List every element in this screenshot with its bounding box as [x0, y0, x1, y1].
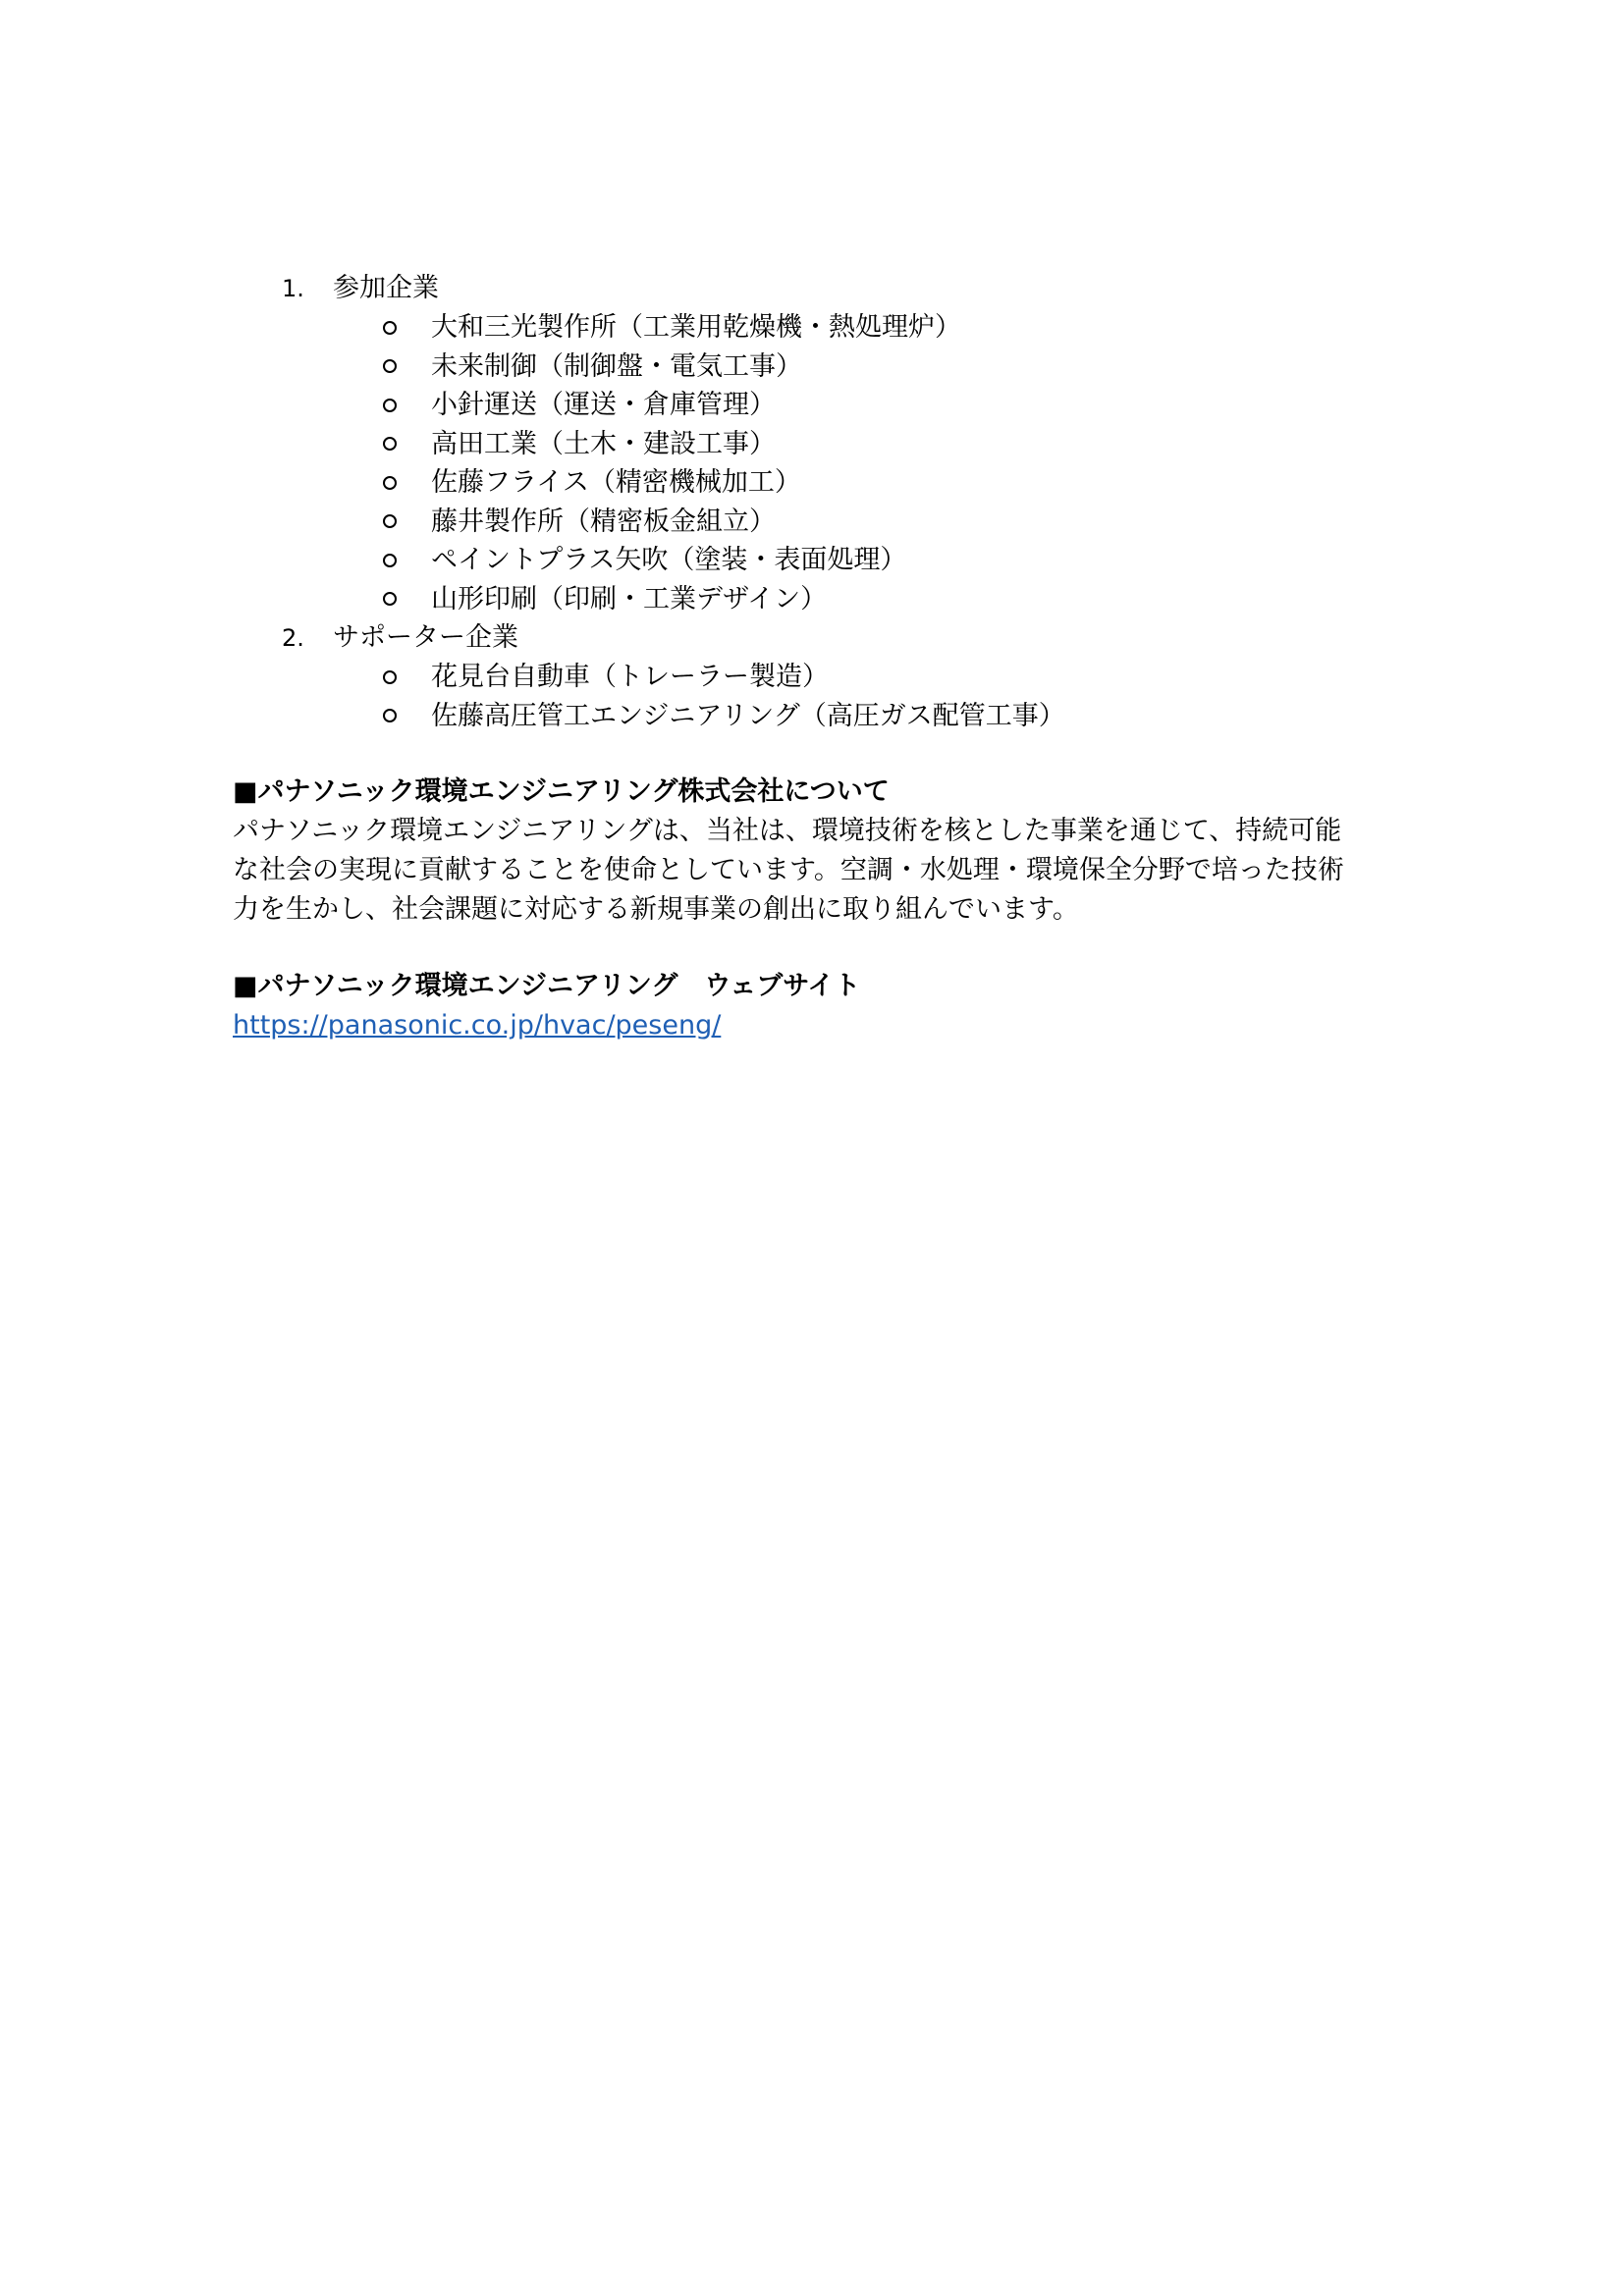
company-name: 山形印刷（印刷・工業デザイン） — [431, 583, 828, 614]
paragraph-line: 力を生かし、社会課題に対応する新規事業の創出に取り組んでいます。 — [233, 894, 1079, 925]
about-heading: ■パナソニック環境エンジニアリング株式会社について — [233, 776, 890, 807]
company-name: 小針運送（運送・倉庫管理） — [431, 390, 776, 420]
document-content — [233, 269, 1411, 1045]
list-item — [233, 386, 1411, 425]
company-name: 高田工業（土木・建設工事） — [431, 428, 776, 459]
list-item — [233, 308, 1411, 347]
list-item — [233, 658, 1411, 697]
list-item — [233, 697, 1411, 736]
company-name: 佐藤フライス（精密機械加工） — [431, 467, 801, 498]
list-label: 参加企業 — [333, 273, 439, 303]
circle-bullet-icon — [383, 437, 397, 451]
list-item — [233, 503, 1411, 542]
list-item-participating — [233, 269, 1411, 618]
list-number: 2. — [282, 624, 304, 652]
list-item — [233, 425, 1411, 464]
company-name: 藤井製作所（精密板金組立） — [431, 506, 776, 537]
circle-bullet-icon — [383, 709, 397, 722]
list-number: 1. — [282, 275, 304, 302]
participating-companies — [233, 308, 1411, 618]
circle-bullet-icon — [383, 321, 397, 335]
company-list — [233, 269, 1411, 735]
list-label: サポーター企業 — [333, 622, 518, 653]
about-paragraph — [233, 812, 1401, 930]
list-item — [233, 347, 1411, 387]
company-name: ペイントプラス矢吹（塗装・表面処理） — [431, 545, 907, 575]
circle-bullet-icon — [383, 359, 397, 373]
spacer — [233, 735, 1411, 773]
list-item — [233, 580, 1411, 619]
website-heading: ■パナソニック環境エンジニアリング ウェブサイト — [233, 971, 861, 1001]
paragraph-line: な社会の実現に貢献することを使命としています。空調・水処理・環境保全分野で培った技術 — [233, 855, 1344, 885]
circle-bullet-icon — [383, 554, 397, 567]
website-section — [233, 967, 1411, 1045]
company-name: 花見台自動車（トレーラー製造） — [431, 662, 829, 692]
list-item-heading — [233, 269, 1411, 308]
company-name: 佐藤高圧管工エンジニアリング（高圧ガス配管工事） — [431, 700, 1065, 731]
list-item — [233, 463, 1411, 503]
about-section — [233, 773, 1411, 930]
supporter-companies — [233, 658, 1411, 735]
company-name: 大和三光製作所（工業用乾燥機・熱処理炉） — [431, 312, 961, 343]
list-item-supporter — [233, 618, 1411, 735]
company-name: 未来制御（制御盤・電気工事） — [431, 350, 802, 382]
circle-bullet-icon — [383, 514, 397, 528]
circle-bullet-icon — [383, 592, 397, 606]
website-link[interactable]: https://panasonic.co.jp/hvac/peseng/ — [233, 1010, 722, 1041]
paragraph-line: パナソニック環境エンジニアリングは、当社は、環境技術を核とした事業を通じて、持続可能 — [233, 816, 1342, 846]
circle-bullet-icon — [383, 670, 397, 684]
circle-bullet-icon — [383, 476, 397, 490]
spacer — [233, 930, 1411, 967]
list-item — [233, 541, 1411, 580]
circle-bullet-icon — [383, 399, 397, 412]
list-item-heading — [233, 618, 1411, 658]
